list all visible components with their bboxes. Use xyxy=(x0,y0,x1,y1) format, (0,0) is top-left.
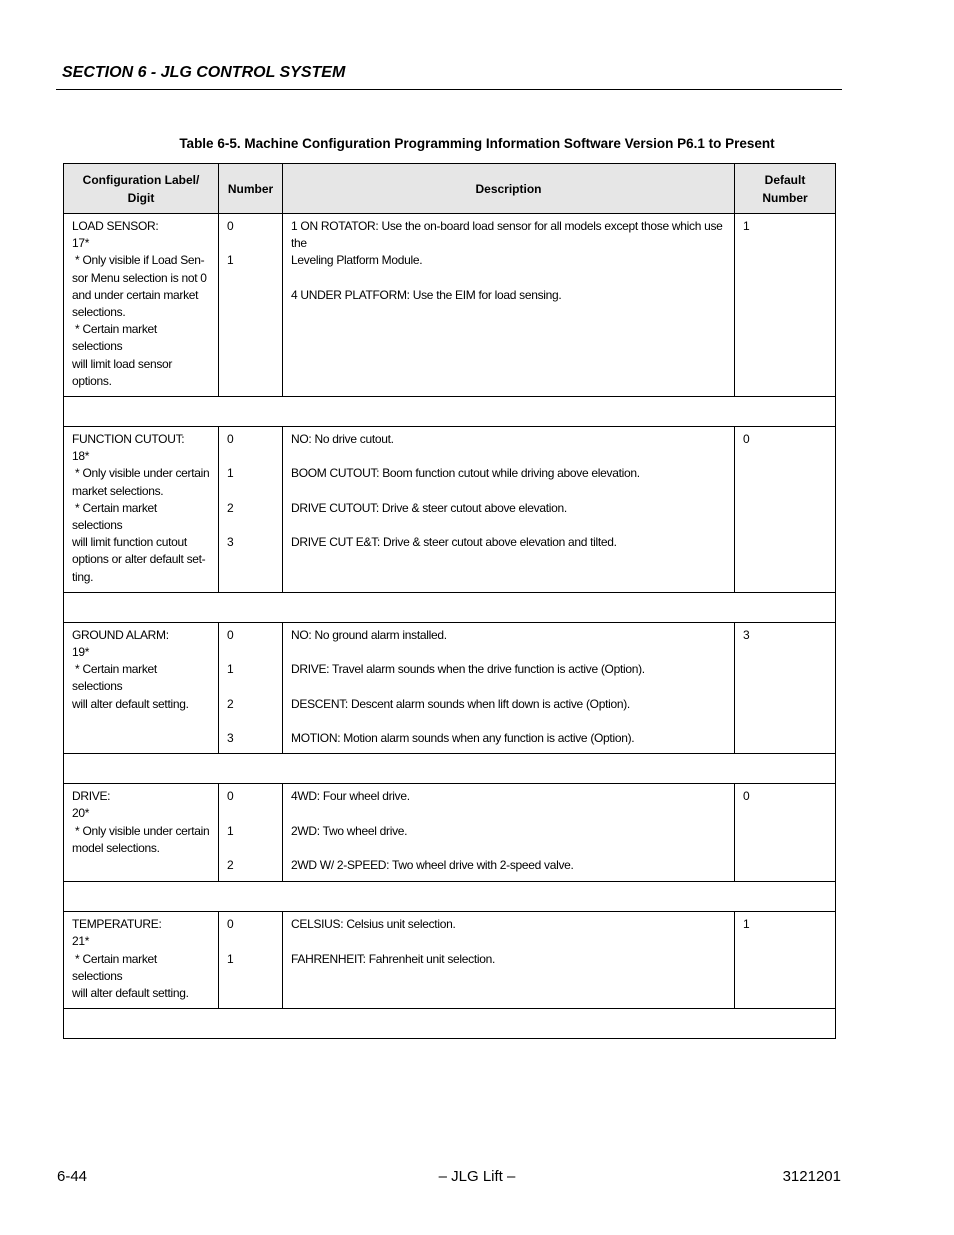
column-header-number: Number xyxy=(219,164,283,214)
column-header-description: Description xyxy=(283,164,735,214)
spacer-cell xyxy=(64,592,836,622)
label-line: FUNCTION CUTOUT: xyxy=(72,432,185,447)
description-line: MOTION: Motion alarm sounds when any function is active (Option). xyxy=(291,731,635,746)
number-value: 0 xyxy=(227,627,234,642)
label-line: sor Menu selection is not 0 xyxy=(72,270,207,285)
number-value: 3 xyxy=(227,535,234,550)
table-row xyxy=(64,622,836,753)
description-line: NO: No ground alarm installed. xyxy=(291,627,447,642)
number-value: 0 xyxy=(227,789,234,804)
number-value xyxy=(227,805,274,822)
default-cell xyxy=(735,912,836,1009)
default-value: 1 xyxy=(743,917,750,932)
spacer-row xyxy=(64,397,836,427)
description-line xyxy=(291,517,726,534)
description-line xyxy=(291,483,726,500)
description-line xyxy=(291,933,726,950)
description-line: 4WD: Four wheel drive. xyxy=(291,789,410,804)
number-value xyxy=(227,678,274,695)
table-caption: Table 6-5. Machine Configuration Programming Information Software Version P6.1 to Present xyxy=(179,136,775,151)
number-cell xyxy=(219,427,283,593)
number-cell xyxy=(219,784,283,882)
spacer-cell xyxy=(64,1009,836,1039)
description-line: DRIVE CUT E&T: Drive & steer cutout above elevation and tilted. xyxy=(291,535,617,550)
number-value: 2 xyxy=(227,500,234,515)
label-line: will alter default setting. xyxy=(72,696,189,711)
number-value xyxy=(227,933,274,950)
label-line: * Certain market selections xyxy=(72,500,160,533)
default-cell xyxy=(735,214,836,397)
default-cell xyxy=(735,784,836,882)
label-line: will limit load sensor xyxy=(72,356,173,371)
description-line xyxy=(291,448,726,465)
description-cell xyxy=(283,784,735,882)
description-line: Leveling Platform Module. xyxy=(291,253,423,268)
description-line: 4 UNDER PLATFORM: Use the EIM for load sensing. xyxy=(291,287,562,302)
number-value xyxy=(227,644,274,661)
description-line xyxy=(291,713,726,730)
label-cell xyxy=(64,912,219,1009)
label-line: selections. xyxy=(72,305,126,320)
number-value xyxy=(227,448,274,465)
number-value: 2 xyxy=(227,858,234,873)
number-value xyxy=(227,517,274,534)
default-value: 3 xyxy=(743,627,750,642)
label-line: 20* xyxy=(72,806,90,821)
label-line: ting. xyxy=(72,569,94,584)
number-value xyxy=(227,840,274,857)
label-line: TEMPERATURE: xyxy=(72,917,162,932)
description-cell xyxy=(283,214,735,397)
number-value: 1 xyxy=(227,823,234,838)
description-line: 2WD W/ 2-SPEED: Two wheel drive with 2-speed valve. xyxy=(291,858,574,873)
description-line xyxy=(291,678,726,695)
spacer-cell xyxy=(64,882,836,912)
table-row xyxy=(64,784,836,882)
description-line xyxy=(291,270,726,287)
number-value: 0 xyxy=(227,917,234,932)
number-value xyxy=(227,483,274,500)
description-line: CELSIUS: Celsius unit selection. xyxy=(291,917,456,932)
label-cell xyxy=(64,622,219,753)
spacer-row xyxy=(64,754,836,784)
number-value: 1 xyxy=(227,662,234,677)
document-number: 3121201 xyxy=(782,1168,841,1185)
page-number: 6-44 xyxy=(57,1168,88,1185)
table-row xyxy=(64,427,836,593)
description-line: 1 ON ROTATOR: Use the on-board load sensor for all models except those which use the xyxy=(291,219,726,251)
number-value: 1 xyxy=(227,951,234,966)
description-line: DRIVE CUTOUT: Drive & steer cutout above elevation. xyxy=(291,500,567,515)
label-line: * Certain market selections xyxy=(72,662,160,694)
label-line: 18* xyxy=(72,449,90,464)
label-cell xyxy=(64,784,219,882)
label-line: GROUND ALARM: xyxy=(72,627,169,642)
table-row xyxy=(64,912,836,1009)
number-cell xyxy=(219,214,283,397)
header-rule xyxy=(56,89,842,90)
description-cell xyxy=(283,427,735,593)
label-line: * Only visible under certain xyxy=(72,823,210,838)
default-value: 0 xyxy=(743,432,750,447)
description-line: NO: No drive cutout. xyxy=(291,432,394,447)
description-line: 2WD: Two wheel drive. xyxy=(291,823,408,838)
column-header-default: Default Number xyxy=(735,164,836,214)
description-cell xyxy=(283,622,735,753)
number-value: 0 xyxy=(227,432,234,447)
number-value: 2 xyxy=(227,696,234,711)
number-value: 1 xyxy=(227,466,234,481)
spacer-row xyxy=(64,882,836,912)
label-line: options or alter default set- xyxy=(72,552,206,567)
description-line xyxy=(291,644,726,661)
table-header-row xyxy=(64,164,836,214)
number-cell xyxy=(219,622,283,753)
label-line: * Certain market selections xyxy=(72,322,160,354)
number-value: 1 xyxy=(227,253,234,268)
number-value: 3 xyxy=(227,731,234,746)
description-line xyxy=(291,840,726,857)
number-cell xyxy=(219,912,283,1009)
description-cell xyxy=(283,912,735,1009)
number-value: 0 xyxy=(227,219,234,233)
number-value xyxy=(227,713,274,730)
label-line: will limit function cutout xyxy=(72,535,187,550)
label-line: * Only visible under certain xyxy=(72,466,210,481)
label-line: DRIVE: xyxy=(72,789,111,804)
spacer-row xyxy=(64,592,836,622)
label-cell xyxy=(64,214,219,397)
table-body xyxy=(64,214,836,1039)
description-line: DRIVE: Travel alarm sounds when the drive function is active (Option). xyxy=(291,662,645,677)
label-line: * Only visible if Load Sen- xyxy=(72,253,205,268)
spacer-row xyxy=(64,1009,836,1039)
default-value: 1 xyxy=(743,219,750,233)
label-line: * Certain market selections xyxy=(72,951,160,983)
default-cell xyxy=(735,622,836,753)
label-line: will alter default setting. xyxy=(72,986,189,1001)
default-cell xyxy=(735,427,836,593)
description-line: FAHRENHEIT: Fahrenheit unit selection. xyxy=(291,951,496,966)
label-line: LOAD SENSOR: xyxy=(72,219,159,233)
default-value: 0 xyxy=(743,789,750,804)
label-line: and under certain market xyxy=(72,287,199,302)
label-line: 21* xyxy=(72,934,90,949)
spacer-cell xyxy=(64,754,836,784)
label-line: 19* xyxy=(72,645,90,660)
configuration-table xyxy=(63,163,836,1039)
spacer-cell xyxy=(64,397,836,427)
section-title: SECTION 6 - JLG CONTROL SYSTEM xyxy=(62,64,346,81)
label-line: options. xyxy=(72,373,112,388)
description-line: BOOM CUTOUT: Boom function cutout while driving above elevation. xyxy=(291,466,640,481)
label-cell xyxy=(64,427,219,593)
description-line xyxy=(291,805,726,822)
label-line: market selections. xyxy=(72,483,164,498)
column-header-label: Configuration Label/ Digit xyxy=(64,164,219,214)
footer-center: – JLG Lift – xyxy=(438,1168,516,1185)
label-line: 17* xyxy=(72,236,90,251)
number-value xyxy=(227,235,274,252)
table-row xyxy=(64,214,836,397)
description-line: DESCENT: Descent alarm sounds when lift down is active (Option). xyxy=(291,696,630,711)
label-line: model selections. xyxy=(72,840,160,855)
